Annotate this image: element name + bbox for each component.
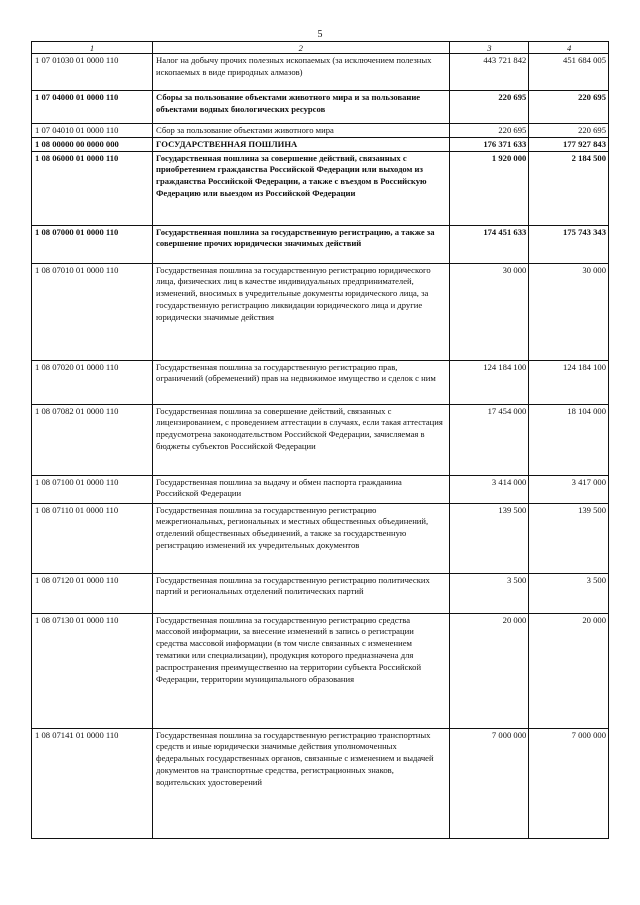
row-code: 1 08 06000 01 0000 110 [32,151,153,225]
row-value-col3: 139 500 [449,503,529,573]
table-row [32,263,609,360]
row-name: Сбор за пользование объектами животного мира [153,124,450,138]
row-value-col4: 7 000 000 [529,728,609,838]
page-number: 5 [317,29,323,40]
row-code: 1 08 00000 00 0000 000 [32,137,153,151]
row-value-col4: 175 743 343 [529,225,609,263]
row-value-col3: 220 695 [449,124,529,138]
table-row [32,613,609,728]
row-value-col3: 176 371 633 [449,137,529,151]
row-value-col3: 17 454 000 [449,404,529,475]
revenue-table [31,41,609,839]
column-number-1: 1 [32,42,153,54]
row-code: 1 08 07020 01 0000 110 [32,360,153,404]
row-name: Государственная пошлина за государственную регистрацию, а также за совершение прочих юридически значимых действий [153,225,450,263]
row-value-col4: 3 417 000 [529,475,609,503]
row-value-col3: 3 500 [449,573,529,613]
row-value-col3: 30 000 [449,263,529,360]
table-row [32,91,609,124]
table-row [32,360,609,404]
row-code: 1 08 07000 01 0000 110 [32,225,153,263]
row-value-col4: 20 000 [529,613,609,728]
row-name: Государственная пошлина за совершение действий, связанных с приобретением гражданства Российской Федерации или выходом из гражданства Российской Федерации, а также с въездом в Российскую Федерацию или выездом из Российской Федерации [153,151,450,225]
row-name: Государственная пошлина за государственную регистрацию юридического лица, физических лиц в качестве индивидуальных предпринимателей, изменений, вносимых в учредительные документы юридического лица, за государственную регистрацию ликвидации юридического лица и другие юридически значимые действия [153,263,450,360]
row-value-col4: 139 500 [529,503,609,573]
column-number-4: 4 [529,42,609,54]
row-code: 1 08 07130 01 0000 110 [32,613,153,728]
table-row [32,573,609,613]
row-value-col4: 2 184 500 [529,151,609,225]
row-value-col4: 3 500 [529,573,609,613]
row-value-col3: 20 000 [449,613,529,728]
table-row [32,137,609,151]
row-name: Государственная пошлина за совершение действий, связанных с лицензированием, с проведением аттестации в случаях, если такая аттестация предусмотрена законодательством Российской Федерации, зачисляемая в бюджеты субъектов Российской Федерации [153,404,450,475]
table-row [32,151,609,225]
row-value-col3: 1 920 000 [449,151,529,225]
row-name: Государственная пошлина за государственную регистрацию прав, ограничений (обременений) прав на недвижимое имущество и сделок с ним [153,360,450,404]
row-name: Государственная пошлина за государственную регистрацию транспортных средств и иные юридически значимые действия уполномоченных федеральных государственных органов, связанные с изменением и выдачей документов на транспортные средства, регистрационных знаков, водительских удостоверений [153,728,450,838]
table-row [32,728,609,838]
row-code: 1 08 07082 01 0000 110 [32,404,153,475]
column-number-2: 2 [153,42,450,54]
row-name: Сборы за пользование объектами животного мира и за пользование объектами водных биологических ресурсов [153,91,450,124]
row-value-col3: 7 000 000 [449,728,529,838]
table-row [32,475,609,503]
row-name: Налог на добычу прочих полезных ископаемых (за исключением полезных ископаемых в виде природных алмазов) [153,54,450,91]
row-name: Государственная пошлина за государственную регистрацию политических партий и региональных отделений политических партий [153,573,450,613]
row-name: ГОСУДАРСТВЕННАЯ ПОШЛИНА [153,137,450,151]
table-row [32,404,609,475]
column-number-row [32,42,609,54]
row-code: 1 08 07120 01 0000 110 [32,573,153,613]
row-code: 1 08 07141 01 0000 110 [32,728,153,838]
row-value-col4: 18 104 000 [529,404,609,475]
row-value-col3: 3 414 000 [449,475,529,503]
row-value-col4: 177 927 843 [529,137,609,151]
table-row [32,225,609,263]
row-code: 1 08 07100 01 0000 110 [32,475,153,503]
row-value-col3: 124 184 100 [449,360,529,404]
row-code: 1 07 04010 01 0000 110 [32,124,153,138]
row-name: Государственная пошлина за государственную регистрацию средства массовой информации, за внесение изменений в запись о регистрации средства массовой информации (в том числе связанных с изменением тематики или специализации), продукция которого предназначена для распространения преимущественно на территории субъекта Российской Федерации, территории муниципального образования [153,613,450,728]
table-row [32,503,609,573]
row-value-col4: 220 695 [529,91,609,124]
row-value-col4: 220 695 [529,124,609,138]
row-value-col4: 30 000 [529,263,609,360]
row-code: 1 07 04000 01 0000 110 [32,91,153,124]
row-code: 1 08 07110 01 0000 110 [32,503,153,573]
row-value-col4: 124 184 100 [529,360,609,404]
row-value-col3: 220 695 [449,91,529,124]
table-row [32,54,609,91]
row-name: Государственная пошлина за государственную регистрацию межрегиональных, региональных и местных общественных объединений, отделений общественных объединений, а также за государственную регистрацию изменений их учредительных документов [153,503,450,573]
table-row [32,124,609,138]
row-value-col4: 451 684 005 [529,54,609,91]
row-name: Государственная пошлина за выдачу и обмен паспорта гражданина Российской Федерации [153,475,450,503]
row-value-col3: 443 721 842 [449,54,529,91]
row-code: 1 07 01030 01 0000 110 [32,54,153,91]
row-code: 1 08 07010 01 0000 110 [32,263,153,360]
column-number-3: 3 [449,42,529,54]
row-value-col3: 174 451 633 [449,225,529,263]
